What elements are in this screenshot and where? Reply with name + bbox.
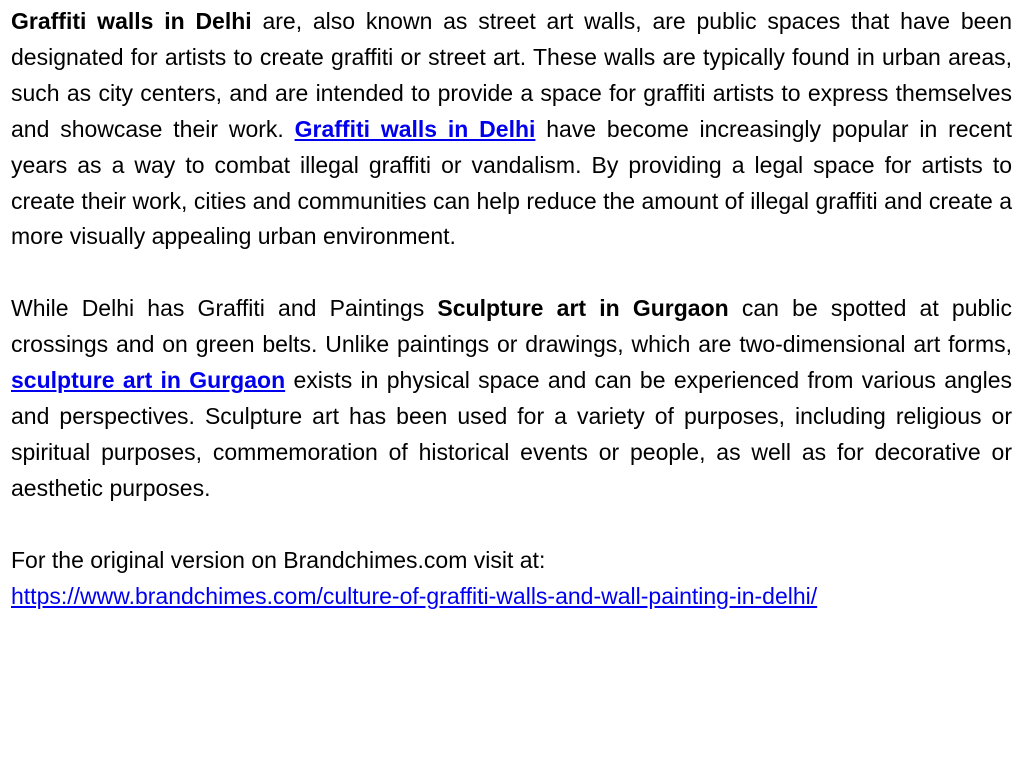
bold-lead-graffiti-walls: Graffiti walls in Delhi: [11, 8, 252, 34]
paragraph-text: can be spotted at public crossings and on green belts. Unlike paintings or drawings, which are two-dimensional art forms,: [11, 295, 1012, 358]
paragraph-text: While Delhi has Graffiti and Paintings: [11, 295, 438, 322]
paragraph-text: have become increasingly popular in recent years as a way to combat illegal graffiti or vandalism. By providing a legal space for artists to create their work, cities and communities can help reduce the amount of illegal graffiti and create a more visually appealing urban environment.: [11, 115, 1013, 250]
graffiti-walls-in-delhi-link[interactable]: Graffiti walls in Delhi: [294, 115, 536, 142]
paragraph-sculpture-art: [11, 291, 1012, 506]
paragraph-spacer: [11, 507, 1012, 543]
paragraph-graffiti-walls: [11, 4, 1012, 255]
paragraph-text: are, also known as street art walls, are public spaces that have been designated for artists to create graffiti or street art. These walls are typically found in urban areas, such as city centers, and are intended to provide a space for graffiti artists to express themselves and showcase their work.: [11, 8, 1013, 142]
article-body: [11, 4, 1012, 615]
source-intro-text: For the original version on Brandchimes.com visit at:: [11, 546, 546, 573]
source-url-link[interactable]: https://www.brandchimes.com/culture-of-graffiti-walls-and-wall-painting-in-delhi/: [11, 582, 818, 609]
bold-sculpture-art-phrase: Sculpture art in Gurgaon: [437, 295, 729, 322]
sculpture-art-in-gurgaon-link[interactable]: sculpture art in Gurgaon: [11, 367, 286, 394]
paragraph-text: exists in physical space and can be experienced from various angles and perspectives. Sculpture art has been used for a variety of purposes, including religious or spiritual purposes, commemoration of historical events or people, as well as for decorative or aesthetic purposes.: [11, 367, 1012, 501]
paragraph-spacer: [11, 255, 1012, 291]
